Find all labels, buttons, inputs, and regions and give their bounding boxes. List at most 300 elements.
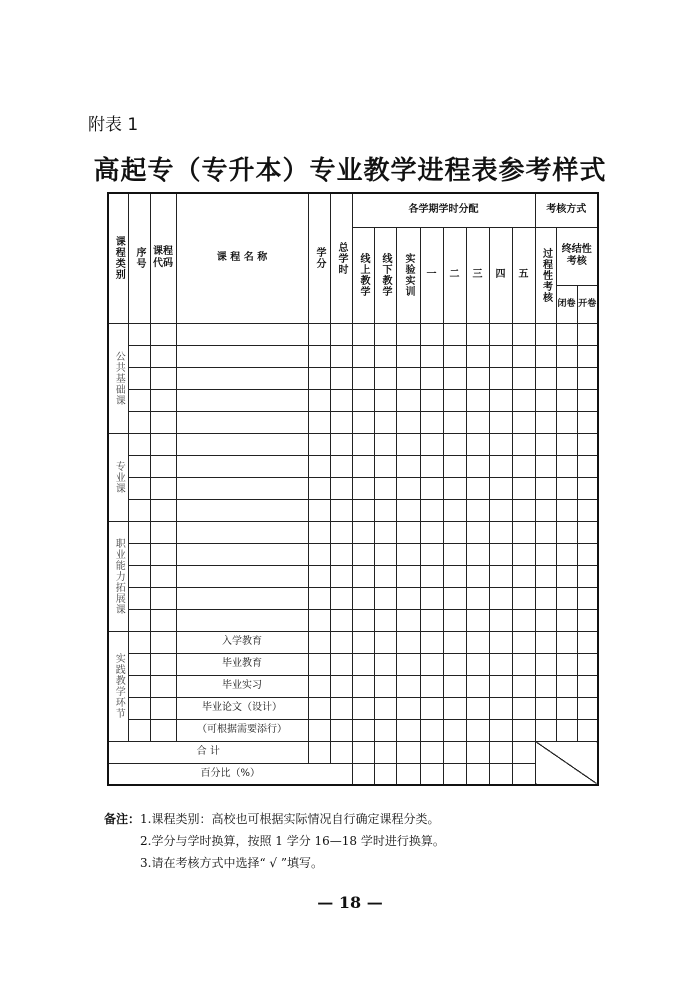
data-cell[interactable] bbox=[512, 389, 535, 411]
data-cell[interactable] bbox=[489, 719, 512, 741]
code-cell[interactable] bbox=[150, 565, 176, 587]
seq-cell[interactable] bbox=[128, 477, 150, 499]
data-cell[interactable] bbox=[308, 323, 330, 345]
data-cell[interactable] bbox=[352, 367, 374, 389]
data-cell[interactable] bbox=[374, 587, 396, 609]
course-name-cell[interactable] bbox=[176, 389, 308, 411]
data-cell[interactable] bbox=[443, 455, 466, 477]
data-cell[interactable] bbox=[420, 653, 443, 675]
seq-cell[interactable] bbox=[128, 367, 150, 389]
data-cell[interactable] bbox=[420, 543, 443, 565]
data-cell[interactable] bbox=[443, 521, 466, 543]
data-cell[interactable] bbox=[466, 367, 489, 389]
data-cell[interactable] bbox=[396, 389, 420, 411]
data-cell[interactable] bbox=[489, 631, 512, 653]
data-cell[interactable] bbox=[512, 521, 535, 543]
data-cell[interactable] bbox=[308, 521, 330, 543]
data-cell[interactable] bbox=[308, 499, 330, 521]
data-cell[interactable] bbox=[308, 345, 330, 367]
data-cell[interactable] bbox=[535, 697, 556, 719]
data-cell[interactable] bbox=[556, 675, 577, 697]
data-cell[interactable] bbox=[512, 565, 535, 587]
data-cell[interactable] bbox=[443, 323, 466, 345]
data-cell[interactable] bbox=[489, 521, 512, 543]
data-cell[interactable] bbox=[396, 323, 420, 345]
data-cell[interactable] bbox=[489, 411, 512, 433]
data-cell[interactable] bbox=[420, 367, 443, 389]
data-cell[interactable] bbox=[374, 609, 396, 631]
data-cell[interactable] bbox=[556, 367, 577, 389]
data-cell[interactable] bbox=[535, 389, 556, 411]
data-cell[interactable] bbox=[535, 543, 556, 565]
data-cell[interactable] bbox=[308, 411, 330, 433]
data-cell[interactable] bbox=[512, 697, 535, 719]
data-cell[interactable] bbox=[443, 499, 466, 521]
course-name-cell[interactable] bbox=[176, 477, 308, 499]
data-cell[interactable] bbox=[535, 521, 556, 543]
data-cell[interactable] bbox=[512, 543, 535, 565]
total-cell[interactable] bbox=[352, 741, 374, 763]
code-cell[interactable] bbox=[150, 389, 176, 411]
data-cell[interactable] bbox=[489, 323, 512, 345]
data-cell[interactable] bbox=[556, 389, 577, 411]
data-cell[interactable] bbox=[396, 609, 420, 631]
data-cell[interactable] bbox=[535, 345, 556, 367]
data-cell[interactable] bbox=[443, 587, 466, 609]
data-cell[interactable] bbox=[512, 609, 535, 631]
seq-cell[interactable] bbox=[128, 499, 150, 521]
data-cell[interactable] bbox=[443, 433, 466, 455]
data-cell[interactable] bbox=[577, 433, 598, 455]
seq-cell[interactable] bbox=[128, 323, 150, 345]
data-cell[interactable] bbox=[420, 719, 443, 741]
percent-cell[interactable] bbox=[396, 763, 420, 785]
data-cell[interactable] bbox=[556, 587, 577, 609]
data-cell[interactable] bbox=[352, 609, 374, 631]
data-cell[interactable] bbox=[420, 697, 443, 719]
data-cell[interactable] bbox=[512, 411, 535, 433]
data-cell[interactable] bbox=[512, 499, 535, 521]
data-cell[interactable] bbox=[489, 345, 512, 367]
seq-cell[interactable] bbox=[128, 565, 150, 587]
data-cell[interactable] bbox=[352, 631, 374, 653]
data-cell[interactable] bbox=[352, 719, 374, 741]
data-cell[interactable] bbox=[466, 499, 489, 521]
data-cell[interactable] bbox=[330, 367, 352, 389]
data-cell[interactable] bbox=[330, 477, 352, 499]
percent-cell[interactable] bbox=[352, 763, 374, 785]
data-cell[interactable] bbox=[330, 433, 352, 455]
data-cell[interactable] bbox=[420, 323, 443, 345]
data-cell[interactable] bbox=[420, 631, 443, 653]
data-cell[interactable] bbox=[512, 587, 535, 609]
code-cell[interactable] bbox=[150, 675, 176, 697]
data-cell[interactable] bbox=[556, 499, 577, 521]
data-cell[interactable] bbox=[330, 543, 352, 565]
seq-cell[interactable] bbox=[128, 609, 150, 631]
data-cell[interactable] bbox=[556, 345, 577, 367]
data-cell[interactable] bbox=[308, 477, 330, 499]
course-name-cell[interactable]: 毕业实习 bbox=[176, 675, 308, 697]
data-cell[interactable] bbox=[489, 543, 512, 565]
data-cell[interactable] bbox=[374, 719, 396, 741]
data-cell[interactable] bbox=[396, 587, 420, 609]
data-cell[interactable] bbox=[577, 499, 598, 521]
course-name-cell[interactable]: 毕业论文（设计） bbox=[176, 697, 308, 719]
data-cell[interactable] bbox=[420, 521, 443, 543]
data-cell[interactable] bbox=[352, 675, 374, 697]
data-cell[interactable] bbox=[420, 587, 443, 609]
data-cell[interactable] bbox=[352, 477, 374, 499]
data-cell[interactable] bbox=[352, 543, 374, 565]
data-cell[interactable] bbox=[374, 411, 396, 433]
data-cell[interactable] bbox=[420, 433, 443, 455]
data-cell[interactable] bbox=[308, 697, 330, 719]
data-cell[interactable] bbox=[352, 587, 374, 609]
data-cell[interactable] bbox=[489, 653, 512, 675]
data-cell[interactable] bbox=[374, 543, 396, 565]
data-cell[interactable] bbox=[308, 587, 330, 609]
data-cell[interactable] bbox=[512, 719, 535, 741]
seq-cell[interactable] bbox=[128, 631, 150, 653]
data-cell[interactable] bbox=[420, 477, 443, 499]
data-cell[interactable] bbox=[396, 719, 420, 741]
data-cell[interactable] bbox=[466, 543, 489, 565]
course-name-cell[interactable] bbox=[176, 367, 308, 389]
data-cell[interactable] bbox=[396, 455, 420, 477]
data-cell[interactable] bbox=[330, 499, 352, 521]
code-cell[interactable] bbox=[150, 367, 176, 389]
data-cell[interactable] bbox=[489, 697, 512, 719]
data-cell[interactable] bbox=[420, 455, 443, 477]
total-cell[interactable] bbox=[512, 741, 535, 763]
code-cell[interactable] bbox=[150, 411, 176, 433]
data-cell[interactable] bbox=[512, 631, 535, 653]
data-cell[interactable] bbox=[443, 543, 466, 565]
data-cell[interactable] bbox=[308, 675, 330, 697]
data-cell[interactable] bbox=[489, 565, 512, 587]
data-cell[interactable] bbox=[308, 631, 330, 653]
code-cell[interactable] bbox=[150, 543, 176, 565]
data-cell[interactable] bbox=[308, 609, 330, 631]
course-name-cell[interactable]: 入学教育 bbox=[176, 631, 308, 653]
data-cell[interactable] bbox=[420, 499, 443, 521]
data-cell[interactable] bbox=[330, 345, 352, 367]
data-cell[interactable] bbox=[396, 411, 420, 433]
data-cell[interactable] bbox=[420, 345, 443, 367]
data-cell[interactable] bbox=[443, 653, 466, 675]
seq-cell[interactable] bbox=[128, 587, 150, 609]
data-cell[interactable] bbox=[466, 719, 489, 741]
data-cell[interactable] bbox=[443, 477, 466, 499]
data-cell[interactable] bbox=[443, 367, 466, 389]
data-cell[interactable] bbox=[556, 653, 577, 675]
data-cell[interactable] bbox=[556, 521, 577, 543]
total-cell[interactable] bbox=[466, 741, 489, 763]
data-cell[interactable] bbox=[443, 411, 466, 433]
data-cell[interactable] bbox=[466, 411, 489, 433]
data-cell[interactable] bbox=[330, 455, 352, 477]
data-cell[interactable] bbox=[535, 477, 556, 499]
data-cell[interactable] bbox=[577, 719, 598, 741]
data-cell[interactable] bbox=[512, 433, 535, 455]
seq-cell[interactable] bbox=[128, 521, 150, 543]
data-cell[interactable] bbox=[535, 719, 556, 741]
data-cell[interactable] bbox=[308, 719, 330, 741]
data-cell[interactable] bbox=[577, 521, 598, 543]
data-cell[interactable] bbox=[443, 631, 466, 653]
data-cell[interactable] bbox=[535, 565, 556, 587]
data-cell[interactable] bbox=[330, 411, 352, 433]
data-cell[interactable] bbox=[374, 675, 396, 697]
data-cell[interactable] bbox=[577, 323, 598, 345]
course-name-cell[interactable] bbox=[176, 521, 308, 543]
data-cell[interactable] bbox=[489, 587, 512, 609]
seq-cell[interactable] bbox=[128, 543, 150, 565]
course-name-cell[interactable]: （可根据需要添行） bbox=[176, 719, 308, 741]
course-name-cell[interactable] bbox=[176, 609, 308, 631]
data-cell[interactable] bbox=[556, 323, 577, 345]
data-cell[interactable] bbox=[466, 565, 489, 587]
data-cell[interactable] bbox=[443, 697, 466, 719]
data-cell[interactable] bbox=[512, 367, 535, 389]
data-cell[interactable] bbox=[535, 631, 556, 653]
data-cell[interactable] bbox=[489, 433, 512, 455]
data-cell[interactable] bbox=[556, 455, 577, 477]
data-cell[interactable] bbox=[330, 389, 352, 411]
data-cell[interactable] bbox=[374, 499, 396, 521]
course-name-cell[interactable] bbox=[176, 323, 308, 345]
data-cell[interactable] bbox=[374, 477, 396, 499]
data-cell[interactable] bbox=[443, 565, 466, 587]
data-cell[interactable] bbox=[352, 697, 374, 719]
data-cell[interactable] bbox=[535, 675, 556, 697]
data-cell[interactable] bbox=[330, 653, 352, 675]
data-cell[interactable] bbox=[396, 697, 420, 719]
code-cell[interactable] bbox=[150, 499, 176, 521]
data-cell[interactable] bbox=[396, 367, 420, 389]
data-cell[interactable] bbox=[374, 433, 396, 455]
course-name-cell[interactable] bbox=[176, 543, 308, 565]
seq-cell[interactable] bbox=[128, 455, 150, 477]
code-cell[interactable] bbox=[150, 455, 176, 477]
data-cell[interactable] bbox=[374, 521, 396, 543]
percent-cell[interactable] bbox=[466, 763, 489, 785]
data-cell[interactable] bbox=[352, 345, 374, 367]
data-cell[interactable] bbox=[466, 323, 489, 345]
seq-cell[interactable] bbox=[128, 433, 150, 455]
data-cell[interactable] bbox=[577, 477, 598, 499]
data-cell[interactable] bbox=[308, 565, 330, 587]
data-cell[interactable] bbox=[396, 631, 420, 653]
data-cell[interactable] bbox=[443, 345, 466, 367]
data-cell[interactable] bbox=[396, 675, 420, 697]
code-cell[interactable] bbox=[150, 433, 176, 455]
data-cell[interactable] bbox=[489, 389, 512, 411]
percent-cell[interactable] bbox=[443, 763, 466, 785]
percent-cell[interactable] bbox=[420, 763, 443, 785]
data-cell[interactable] bbox=[374, 653, 396, 675]
data-cell[interactable] bbox=[556, 697, 577, 719]
code-cell[interactable] bbox=[150, 477, 176, 499]
data-cell[interactable] bbox=[330, 697, 352, 719]
data-cell[interactable] bbox=[352, 565, 374, 587]
total-cell[interactable] bbox=[489, 741, 512, 763]
data-cell[interactable] bbox=[420, 675, 443, 697]
data-cell[interactable] bbox=[352, 499, 374, 521]
data-cell[interactable] bbox=[396, 345, 420, 367]
data-cell[interactable] bbox=[489, 477, 512, 499]
course-name-cell[interactable] bbox=[176, 587, 308, 609]
data-cell[interactable] bbox=[443, 389, 466, 411]
data-cell[interactable] bbox=[556, 565, 577, 587]
course-name-cell[interactable] bbox=[176, 455, 308, 477]
data-cell[interactable] bbox=[556, 411, 577, 433]
data-cell[interactable] bbox=[577, 411, 598, 433]
data-cell[interactable] bbox=[577, 367, 598, 389]
data-cell[interactable] bbox=[577, 345, 598, 367]
total-cell[interactable] bbox=[374, 741, 396, 763]
data-cell[interactable] bbox=[374, 565, 396, 587]
course-name-cell[interactable] bbox=[176, 565, 308, 587]
total-cell[interactable] bbox=[308, 741, 330, 763]
data-cell[interactable] bbox=[535, 433, 556, 455]
data-cell[interactable] bbox=[330, 587, 352, 609]
data-cell[interactable] bbox=[330, 323, 352, 345]
data-cell[interactable] bbox=[512, 477, 535, 499]
data-cell[interactable] bbox=[308, 367, 330, 389]
seq-cell[interactable] bbox=[128, 675, 150, 697]
data-cell[interactable] bbox=[420, 389, 443, 411]
data-cell[interactable] bbox=[374, 323, 396, 345]
data-cell[interactable] bbox=[330, 609, 352, 631]
data-cell[interactable] bbox=[489, 675, 512, 697]
data-cell[interactable] bbox=[512, 455, 535, 477]
course-name-cell[interactable]: 毕业教育 bbox=[176, 653, 308, 675]
course-name-cell[interactable] bbox=[176, 345, 308, 367]
code-cell[interactable] bbox=[150, 521, 176, 543]
data-cell[interactable] bbox=[535, 609, 556, 631]
data-cell[interactable] bbox=[330, 521, 352, 543]
data-cell[interactable] bbox=[535, 455, 556, 477]
data-cell[interactable] bbox=[512, 323, 535, 345]
data-cell[interactable] bbox=[556, 609, 577, 631]
data-cell[interactable] bbox=[535, 367, 556, 389]
data-cell[interactable] bbox=[466, 697, 489, 719]
seq-cell[interactable] bbox=[128, 389, 150, 411]
data-cell[interactable] bbox=[535, 499, 556, 521]
code-cell[interactable] bbox=[150, 345, 176, 367]
data-cell[interactable] bbox=[466, 345, 489, 367]
data-cell[interactable] bbox=[535, 653, 556, 675]
data-cell[interactable] bbox=[443, 609, 466, 631]
data-cell[interactable] bbox=[308, 433, 330, 455]
data-cell[interactable] bbox=[577, 565, 598, 587]
data-cell[interactable] bbox=[396, 653, 420, 675]
data-cell[interactable] bbox=[374, 455, 396, 477]
code-cell[interactable] bbox=[150, 653, 176, 675]
data-cell[interactable] bbox=[489, 455, 512, 477]
data-cell[interactable] bbox=[352, 521, 374, 543]
data-cell[interactable] bbox=[443, 719, 466, 741]
data-cell[interactable] bbox=[330, 675, 352, 697]
data-cell[interactable] bbox=[443, 675, 466, 697]
percent-cell[interactable] bbox=[374, 763, 396, 785]
percent-cell[interactable] bbox=[489, 763, 512, 785]
data-cell[interactable] bbox=[535, 587, 556, 609]
data-cell[interactable] bbox=[374, 631, 396, 653]
data-cell[interactable] bbox=[489, 499, 512, 521]
data-cell[interactable] bbox=[308, 389, 330, 411]
data-cell[interactable] bbox=[330, 631, 352, 653]
total-cell[interactable] bbox=[443, 741, 466, 763]
seq-cell[interactable] bbox=[128, 345, 150, 367]
data-cell[interactable] bbox=[489, 609, 512, 631]
data-cell[interactable] bbox=[577, 653, 598, 675]
data-cell[interactable] bbox=[556, 631, 577, 653]
code-cell[interactable] bbox=[150, 323, 176, 345]
data-cell[interactable] bbox=[330, 565, 352, 587]
data-cell[interactable] bbox=[420, 609, 443, 631]
data-cell[interactable] bbox=[466, 521, 489, 543]
data-cell[interactable] bbox=[577, 675, 598, 697]
data-cell[interactable] bbox=[577, 543, 598, 565]
data-cell[interactable] bbox=[396, 433, 420, 455]
data-cell[interactable] bbox=[556, 543, 577, 565]
data-cell[interactable] bbox=[308, 653, 330, 675]
data-cell[interactable] bbox=[535, 411, 556, 433]
course-name-cell[interactable] bbox=[176, 411, 308, 433]
data-cell[interactable] bbox=[577, 587, 598, 609]
data-cell[interactable] bbox=[489, 367, 512, 389]
data-cell[interactable] bbox=[396, 565, 420, 587]
data-cell[interactable] bbox=[466, 455, 489, 477]
total-cell[interactable] bbox=[330, 741, 352, 763]
course-name-cell[interactable] bbox=[176, 433, 308, 455]
seq-cell[interactable] bbox=[128, 653, 150, 675]
data-cell[interactable] bbox=[466, 477, 489, 499]
data-cell[interactable] bbox=[352, 653, 374, 675]
data-cell[interactable] bbox=[466, 433, 489, 455]
data-cell[interactable] bbox=[556, 433, 577, 455]
data-cell[interactable] bbox=[577, 631, 598, 653]
code-cell[interactable] bbox=[150, 697, 176, 719]
data-cell[interactable] bbox=[330, 719, 352, 741]
data-cell[interactable] bbox=[374, 697, 396, 719]
code-cell[interactable] bbox=[150, 609, 176, 631]
data-cell[interactable] bbox=[374, 367, 396, 389]
data-cell[interactable] bbox=[308, 543, 330, 565]
data-cell[interactable] bbox=[466, 609, 489, 631]
code-cell[interactable] bbox=[150, 631, 176, 653]
data-cell[interactable] bbox=[308, 455, 330, 477]
data-cell[interactable] bbox=[420, 411, 443, 433]
percent-cell[interactable] bbox=[512, 763, 535, 785]
data-cell[interactable] bbox=[466, 675, 489, 697]
data-cell[interactable] bbox=[352, 455, 374, 477]
data-cell[interactable] bbox=[466, 631, 489, 653]
seq-cell[interactable] bbox=[128, 719, 150, 741]
data-cell[interactable] bbox=[577, 609, 598, 631]
data-cell[interactable] bbox=[577, 455, 598, 477]
data-cell[interactable] bbox=[396, 477, 420, 499]
data-cell[interactable] bbox=[466, 653, 489, 675]
data-cell[interactable] bbox=[352, 389, 374, 411]
data-cell[interactable] bbox=[556, 719, 577, 741]
data-cell[interactable] bbox=[512, 653, 535, 675]
data-cell[interactable] bbox=[466, 389, 489, 411]
code-cell[interactable] bbox=[150, 587, 176, 609]
